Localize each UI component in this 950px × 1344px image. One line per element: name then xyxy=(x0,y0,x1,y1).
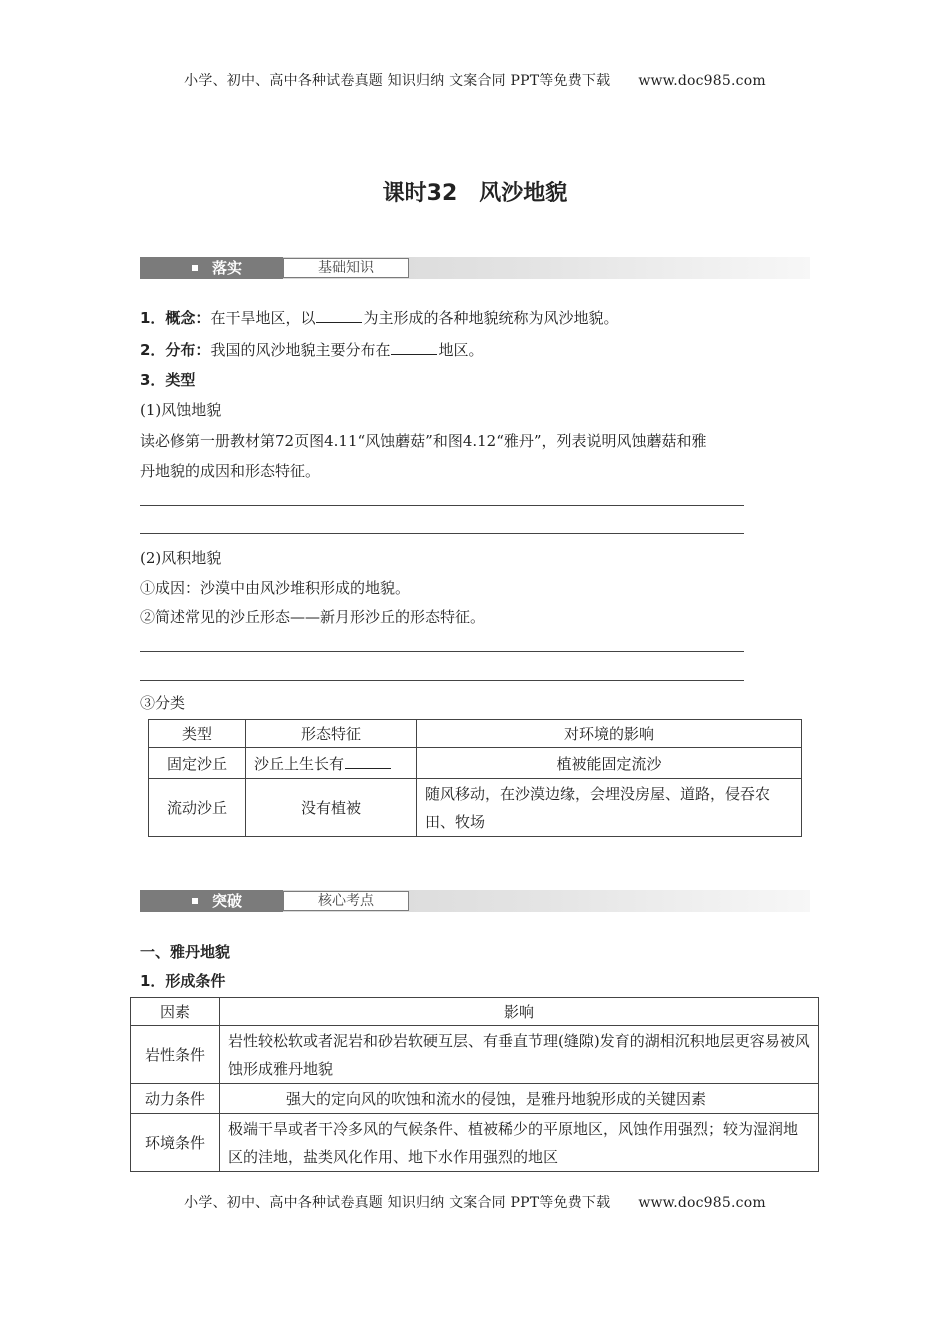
erosion-title: (1)风蚀地貌 xyxy=(140,401,222,419)
concept-item: 1．概念：在干旱地区，以 为主形成的各种地貌统称为风沙地貌。 xyxy=(140,309,619,327)
classify-heading: ③分类 xyxy=(140,694,186,712)
table-row: 固定沙丘 沙丘上生长有 植被能固定流沙 xyxy=(149,748,802,779)
answer-line[interactable] xyxy=(140,533,744,534)
table-header: 对环境的影响 xyxy=(417,720,802,748)
banner-tag: 落实 xyxy=(140,257,283,279)
section-banner-basics xyxy=(140,257,810,279)
distribution-item: 2．分布：我国的风沙地貌主要分布在 地区。 xyxy=(140,341,484,359)
deposit-cause: ①成因：沙漠中由风沙堆积形成的地貌。 xyxy=(140,579,411,597)
lesson-number: 课时32 xyxy=(382,181,458,206)
part-heading: 一、雅丹地貌 xyxy=(140,943,231,961)
answer-line[interactable] xyxy=(140,651,744,652)
answer-line[interactable] xyxy=(140,505,744,506)
page-title xyxy=(0,176,950,207)
page-footer xyxy=(0,1192,950,1212)
dune-table xyxy=(148,719,802,837)
erosion-text-2: 丹地貌的成因和形态特征。 xyxy=(140,462,321,480)
table-row: 动力条件 强大的定向风的吹蚀和流水的侵蚀，是雅丹地貌形成的关键因素 xyxy=(131,1084,819,1114)
table-row: 环境条件 极端干旱或者干冷多风的气候条件、植被稀少的平原地区，风蚀作用强烈；较为湿润地区的洼地，盐类风化作用、地下水作用强烈的地区 xyxy=(131,1114,819,1172)
header-site[interactable]: www.doc985.com xyxy=(638,73,766,89)
answer-blank[interactable] xyxy=(391,340,437,355)
footer-text: 小学、初中、高中各种试卷真题 知识归纳 文案合同 PPT等免费下载 xyxy=(184,1195,611,1211)
square-bullet-icon xyxy=(192,265,198,271)
yardang-conditions-table xyxy=(130,997,819,1172)
banner-tag: 突破 xyxy=(140,890,283,912)
table-header: 影响 xyxy=(220,998,819,1026)
banner-label: 核心考点 xyxy=(283,891,409,911)
sub-heading: 1．形成条件 xyxy=(140,972,226,990)
header-text: 小学、初中、高中各种试卷真题 知识归纳 文案合同 PPT等免费下载 xyxy=(184,73,611,89)
table-row: 流动沙丘 没有植被 随风移动，在沙漠边缘，会埋没房屋、道路，侵吞农田、牧场 xyxy=(149,779,802,837)
square-bullet-icon xyxy=(192,898,198,904)
answer-line[interactable] xyxy=(140,680,744,681)
answer-blank[interactable] xyxy=(316,308,362,323)
banner-label: 基础知识 xyxy=(283,258,409,278)
footer-site[interactable]: www.doc985.com xyxy=(638,1195,766,1211)
types-heading: 3．类型 xyxy=(140,371,196,389)
lesson-topic: 风沙地貌 xyxy=(479,181,568,206)
table-header: 类型 xyxy=(149,720,246,748)
deposit-title: (2)风积地貌 xyxy=(140,549,222,567)
section-banner-core xyxy=(140,890,810,912)
answer-blank[interactable] xyxy=(345,754,391,769)
deposit-question: ②简述常见的沙丘形态——新月形沙丘的形态特征。 xyxy=(140,608,486,626)
page-header xyxy=(0,70,950,90)
table-header: 形态特征 xyxy=(246,720,417,748)
erosion-text-1: 读必修第一册教材第72页图4.11“风蚀蘑菇”和图4.12“雅丹”，列表说明风蚀蘑菇和雅 xyxy=(140,432,707,450)
table-header: 因素 xyxy=(131,998,220,1026)
table-row: 岩性条件 岩性较松软或者泥岩和砂岩软硬互层、有垂直节理(缝隙)发育的湖相沉积地层更容易被风蚀形成雅丹地貌 xyxy=(131,1026,819,1084)
